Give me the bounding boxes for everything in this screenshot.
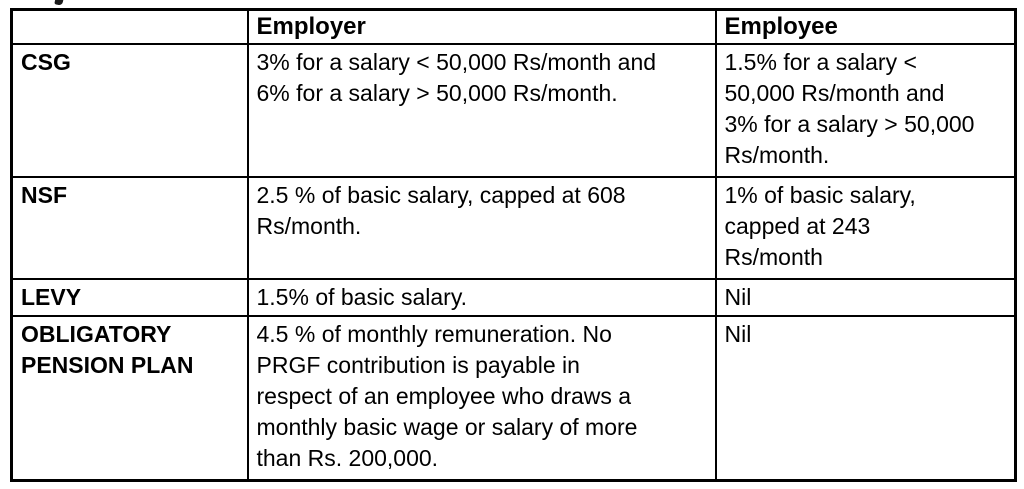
row-label-nsf: NSF xyxy=(12,177,248,279)
column-header-employer: Employer xyxy=(248,10,716,44)
row-label-csg: CSG xyxy=(12,44,248,177)
table-row-obligatory-pension-plan xyxy=(12,316,1016,481)
cell-levy-employer: 1.5% of basic salary. xyxy=(248,279,716,316)
cell-csg-employee: 1.5% for a salary < 50,000 Rs/month and 3% for a salary > 50,000 Rs/month. xyxy=(716,44,1016,177)
column-header-employee: Employee xyxy=(716,10,1016,44)
cropped-text-fragment xyxy=(54,0,63,6)
contributions-table xyxy=(10,8,1017,482)
table-row-csg xyxy=(12,44,1016,177)
header-row xyxy=(12,10,1016,44)
row-label-obligatory-pension-plan: OBLIGATORY PENSION PLAN xyxy=(12,316,248,481)
cell-nsf-employee: 1% of basic salary, capped at 243 Rs/month xyxy=(716,177,1016,279)
cell-levy-employee: Nil xyxy=(716,279,1016,316)
cell-obligatory-pension-plan-employee: Nil xyxy=(716,316,1016,481)
cell-obligatory-pension-plan-employer: 4.5 % of monthly remuneration. No PRGF contribution is payable in respect of an employee who draws a monthly basic wage or salary of more than Rs. 200,000. xyxy=(248,316,716,481)
column-header-blank xyxy=(12,10,248,44)
row-label-levy: LEVY xyxy=(12,279,248,316)
table-row-nsf xyxy=(12,177,1016,279)
cell-csg-employer: 3% for a salary < 50,000 Rs/month and 6% for a salary > 50,000 Rs/month. xyxy=(248,44,716,177)
table-row-levy xyxy=(12,279,1016,316)
cell-nsf-employer: 2.5 % of basic salary, capped at 608 Rs/month. xyxy=(248,177,716,279)
